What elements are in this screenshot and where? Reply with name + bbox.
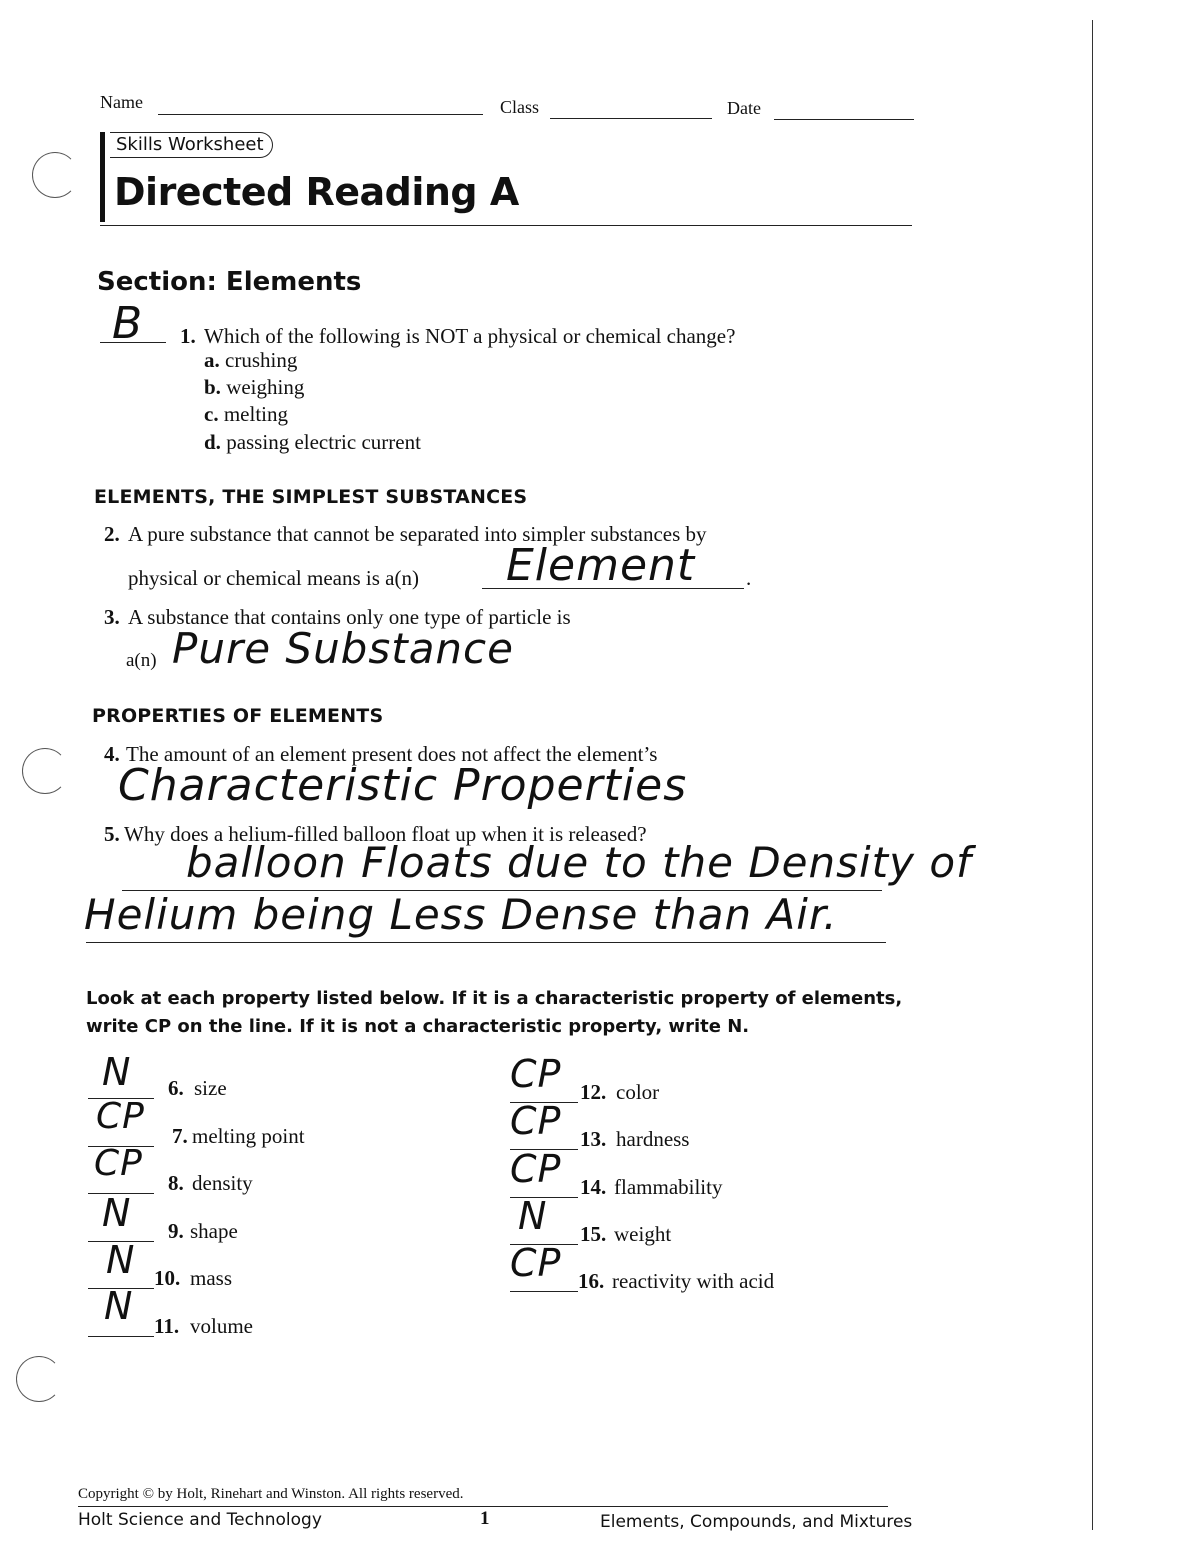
copyright-notice: Copyright © by Holt, Rinehart and Winston. All rights reserved. bbox=[78, 1486, 464, 1502]
item-label: density bbox=[192, 1171, 253, 1195]
footer-page-number: 1 bbox=[480, 1508, 490, 1529]
date-field[interactable] bbox=[774, 119, 914, 120]
q4-handwritten-answer: Characteristic Properties bbox=[118, 760, 688, 811]
q2-answer-line[interactable] bbox=[482, 588, 744, 589]
class-label: Class bbox=[500, 97, 540, 117]
item-number: 6. bbox=[168, 1076, 184, 1100]
q1-number: 1. bbox=[180, 324, 196, 348]
item-label: melting point bbox=[192, 1124, 305, 1148]
class-field[interactable] bbox=[550, 118, 712, 119]
option-letter: d. bbox=[204, 430, 221, 454]
handwritten-answer: CP bbox=[510, 1099, 562, 1143]
handwritten-answer: N bbox=[102, 1050, 132, 1094]
instructions-line1: Look at each property listed below. If it is a characteristic property of elements, bbox=[86, 988, 903, 1009]
q1-option-d bbox=[204, 430, 421, 455]
item-label: shape bbox=[190, 1219, 238, 1243]
q1-answer-line[interactable] bbox=[100, 342, 166, 343]
instructions-line2: write CP on the line. If it is not a characteristic property, write N. bbox=[86, 1016, 750, 1037]
binder-hole-top bbox=[32, 152, 78, 198]
footer-publisher: Holt Science and Technology bbox=[78, 1510, 322, 1530]
option-text: passing electric current bbox=[226, 430, 421, 454]
title-bar bbox=[100, 132, 105, 222]
item-label: reactivity with acid bbox=[612, 1269, 775, 1293]
q1-text: Which of the following is NOT a physical or chemical change? bbox=[204, 324, 736, 348]
answer-line[interactable] bbox=[510, 1291, 578, 1292]
item-label: size bbox=[194, 1076, 227, 1100]
q2-handwritten-answer: Element bbox=[506, 540, 696, 591]
option-text: melting bbox=[223, 402, 288, 426]
item-number: 9. bbox=[168, 1219, 184, 1243]
binder-hole-bottom bbox=[16, 1356, 62, 1402]
handwritten-answer: CP bbox=[510, 1241, 562, 1285]
q4-text: The amount of an element present does not affect the element’s bbox=[126, 742, 658, 766]
q1-handwritten-answer: B bbox=[112, 298, 144, 349]
item-number: 16. bbox=[578, 1269, 605, 1293]
q2-text-line2: physical or chemical means is a(n) bbox=[128, 566, 419, 590]
option-text: crushing bbox=[225, 348, 298, 372]
q1-option-b bbox=[204, 375, 304, 400]
handwritten-answer: N bbox=[518, 1194, 548, 1238]
q1-option-c bbox=[204, 402, 288, 427]
footer-rule bbox=[78, 1506, 888, 1507]
item-label: volume bbox=[190, 1314, 253, 1338]
subhead-elements-simplest: ELEMENTS, THE SIMPLEST SUBSTANCES bbox=[94, 486, 528, 508]
item-label: flammability bbox=[614, 1175, 723, 1199]
option-letter: b. bbox=[204, 375, 221, 399]
page-edge-line bbox=[1092, 20, 1093, 1530]
option-letter: a. bbox=[204, 348, 220, 372]
q5-answer-line2[interactable] bbox=[86, 942, 886, 943]
q2-text-line1: A pure substance that cannot be separated into simpler substances by bbox=[128, 522, 707, 546]
q4-number: 4. bbox=[104, 742, 120, 766]
q3-handwritten-answer: Pure Substance bbox=[172, 624, 514, 673]
item-number: 8. bbox=[168, 1171, 184, 1195]
item-label: mass bbox=[190, 1266, 232, 1290]
q1-option-a bbox=[204, 348, 297, 373]
item-number: 15. bbox=[580, 1222, 607, 1246]
item-label: weight bbox=[614, 1222, 672, 1246]
q5-handwritten-answer-line1: balloon Floats due to the Density of bbox=[186, 838, 972, 887]
name-label: Name bbox=[100, 92, 143, 112]
name-field[interactable] bbox=[158, 114, 483, 115]
item-number: 7. bbox=[172, 1124, 188, 1148]
title-rule bbox=[100, 225, 912, 226]
page-title: Directed Reading A bbox=[114, 170, 519, 214]
q3-text-line2: a(n) bbox=[126, 650, 157, 671]
q5-text: Why does a helium-filled balloon float up when it is released? bbox=[124, 822, 647, 846]
handwritten-answer: N bbox=[102, 1191, 132, 1235]
q5-handwritten-answer-line2: Helium being Less Dense than Air. bbox=[84, 890, 838, 939]
item-number: 10. bbox=[154, 1266, 181, 1290]
footer-book-title: Elements, Compounds, and Mixtures bbox=[600, 1512, 913, 1532]
handwritten-answer: CP bbox=[96, 1096, 145, 1137]
section-title: Section: Elements bbox=[97, 267, 362, 297]
answer-line[interactable] bbox=[88, 1336, 154, 1337]
q3-number: 3. bbox=[104, 605, 120, 629]
binder-hole-middle bbox=[22, 748, 68, 794]
skills-worksheet-badge: Skills Worksheet bbox=[110, 132, 273, 158]
option-letter: c. bbox=[204, 402, 219, 426]
q2-period: . bbox=[746, 566, 752, 590]
q5-number: 5. bbox=[104, 822, 120, 846]
option-text: weighing bbox=[226, 375, 305, 399]
handwritten-answer: CP bbox=[510, 1147, 562, 1191]
item-number: 14. bbox=[580, 1175, 607, 1199]
handwritten-answer: N bbox=[106, 1238, 136, 1282]
date-label: Date bbox=[727, 98, 761, 118]
item-label: color bbox=[616, 1080, 660, 1104]
handwritten-answer: CP bbox=[94, 1143, 143, 1184]
q3-text-line1: A substance that contains only one type of particle is bbox=[128, 605, 571, 629]
item-number: 12. bbox=[580, 1080, 607, 1104]
subhead-properties: PROPERTIES OF ELEMENTS bbox=[92, 705, 384, 727]
q2-number: 2. bbox=[104, 522, 120, 546]
handwritten-answer: CP bbox=[510, 1052, 562, 1096]
item-number: 11. bbox=[154, 1314, 180, 1338]
item-label: hardness bbox=[616, 1127, 690, 1151]
item-number: 13. bbox=[580, 1127, 607, 1151]
handwritten-answer: N bbox=[104, 1284, 134, 1328]
